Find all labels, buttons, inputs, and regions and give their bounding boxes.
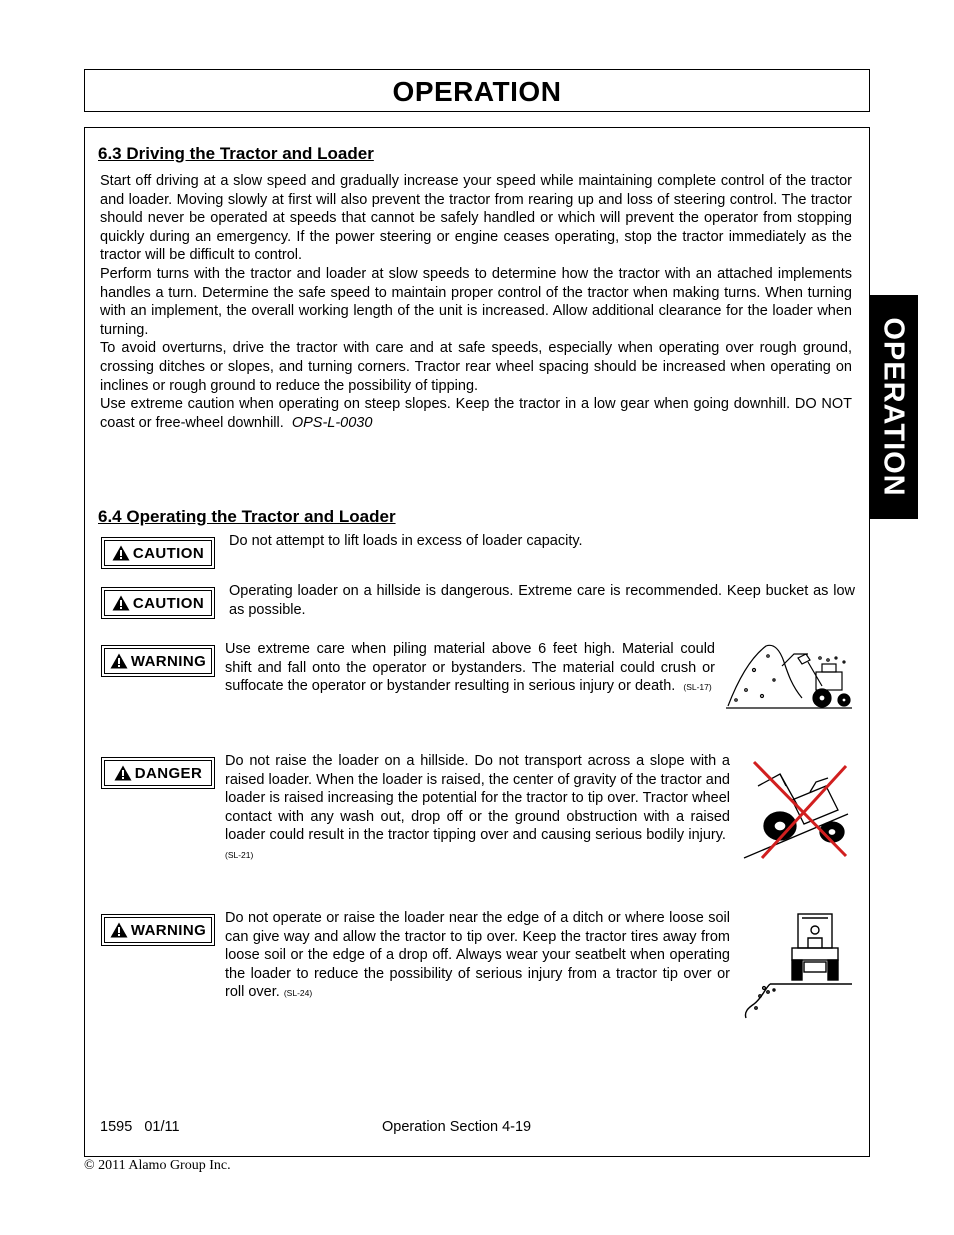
warning-triangle-icon [110,922,128,938]
sign-level-label: WARNING [130,652,207,670]
sign-level-label: DANGER [134,764,203,782]
sign-message [225,752,730,865]
reference-code: OPS-L-0030 [291,414,373,431]
side-tab-label: OPERATION [877,317,910,497]
sign-message: Operating loader on a hillside is dangerous. Extreme care is recommended. Keep bucket as low as possible. [229,583,855,618]
copyright-notice: © 2011 Alamo Group Inc. [84,1158,231,1173]
warning-triangle-icon [114,765,132,781]
caution-sign [101,537,215,569]
danger-sign [101,757,215,789]
safety-label-code: (SL-24) [283,988,313,999]
caution-sign [101,587,215,619]
sign-message [225,640,715,697]
safety-label-code: (SL-21) [225,849,254,860]
tractor-ditch-edge-illustration [740,908,854,1020]
warning-triangle-icon [112,595,130,611]
warning-triangle-icon [112,545,130,561]
section-6-4-heading: 6.4 Operating the Tractor and Loader [98,507,396,526]
warning-triangle-icon [110,653,128,669]
page-header [84,69,870,112]
sign-level-label: WARNING [130,921,207,939]
sign-message-text: Do not operate or raise the loader near the edge of a ditch or where loose soil can give way and allow the tractor to tip over. Keep the tractor tires away from loose soil or the edge of a drop off. Always wear your seatbelt when operating the loader to reduce the possibility of serious injury from a tractor tip over or roll over. [225,910,730,1001]
safety-label-code: (SL-17) [683,682,712,693]
sign-message-text: Use extreme care when piling material above 6 feet high. Material could shift and fall onto the operator or bystanders. The material could crush or suffocate the operator or bystander resulting in serious injury or death. [225,641,715,695]
sign-level-label: CAUTION [132,594,205,612]
tractor-tipping-crossed-illustration [740,752,852,864]
warning-sign [101,914,215,946]
sign-message: Do not attempt to lift loads in excess of loader capacity. [229,533,583,549]
page-section-label: Operation Section 4-19 [382,1119,532,1135]
document-number: 1595 01/11 [100,1119,180,1135]
paragraph [100,395,852,432]
paragraph: Start off driving at a slow speed and gradually increase your speed while maintaining complete control of the tractor and loader. Moving slowly at first will also prevent the tractor from rearing up and loss of steering control. The tractor should never be operated at speeds that cannot be safely handled or which will prevent the operator from stopping quickly during an emergency. If the power steering or engine ceases operating, stop the tractor immediately as the tractor will be difficult to control. [100,173,852,264]
sign-message-text: Do not raise the loader on a hillside. Do not transport across a slope with a raised loader. When the loader is raised, the center of gravity of the tractor and loader is raised increasing the potential for the tractor to tip over. Tractor wheel contact with any wash out, drop off or the ground obstruction with a raised loader could result in the tractor tipping over and causing serious bodily injury. [225,753,730,844]
paragraph: Perform turns with the tractor and loader at slow speeds to determine how the tractor with an attached implements handles a turn. Determine the safe speed to maintain proper control of the tractor when making turns. When turning with an implement, the overall working length of the unit is increased. Allow additional clearance for the loader when turning. [100,265,852,338]
paragraph: To avoid overturns, drive the tractor with care and at safe speeds, especially when operating over rough ground, crossing ditches or slopes, and turning corners. Tractor rear wheel spacing should be increased when operating on inclines or rough ground to reduce the possibility of tipping. [100,340,852,394]
section-6-3-body [100,172,852,432]
page-title: OPERATION [392,76,562,107]
sign-level-label: CAUTION [132,544,205,562]
material-pile-loader-illustration [724,640,854,712]
sign-message [225,909,730,1003]
side-tab [869,295,918,519]
section-6-3-heading: 6.3 Driving the Tractor and Loader [98,144,374,163]
warning-sign [101,645,215,677]
paragraph-text: Use extreme caution when operating on steep slopes. Keep the tractor in a low gear when going downhill. DO NOT coast or free-wheel downhill. [100,396,852,431]
